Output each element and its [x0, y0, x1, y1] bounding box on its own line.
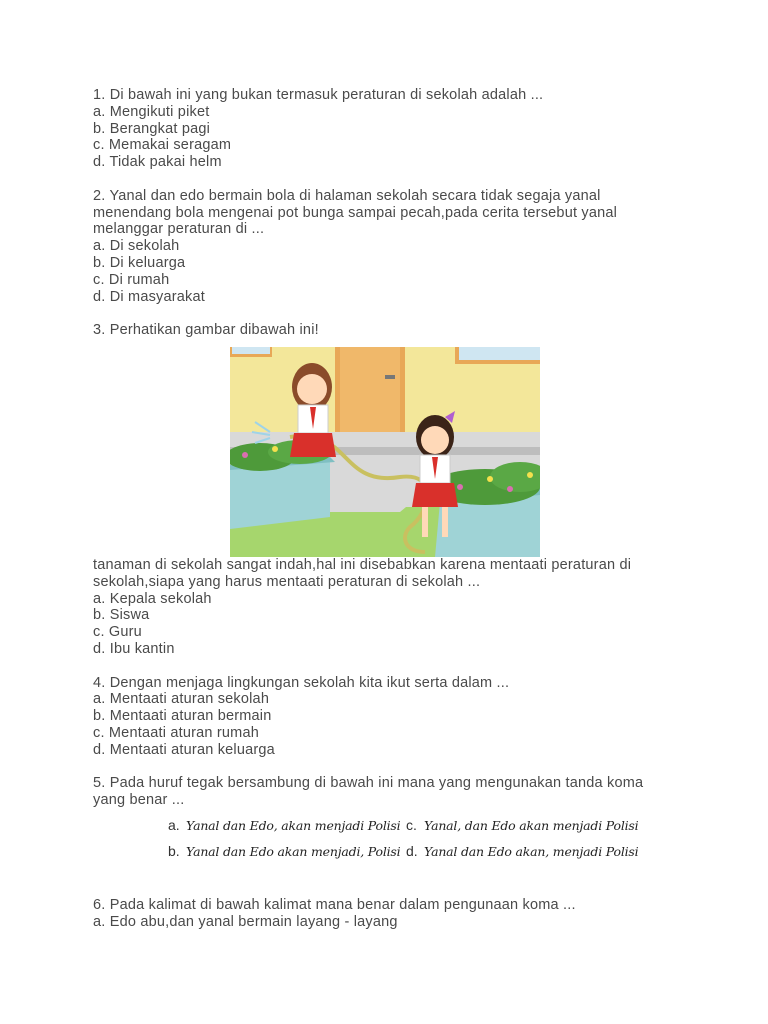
document — [93, 87, 683, 931]
q2-option-c: c. Di rumah — [93, 271, 170, 288]
q5-option-d-text: Yanal dan Edo akan, menjadi Polisi — [424, 843, 639, 859]
q3-option-a: a. Kepala sekolah — [93, 590, 212, 607]
q5-option-c — [406, 817, 638, 833]
question-2-line-1: 2. Yanal dan edo bermain bola di halaman sekolah secara tidak segaja yanal — [93, 187, 601, 204]
question-2-line-3: melanggar peraturan di ... — [93, 221, 265, 238]
q5-option-a — [168, 817, 400, 833]
question-1-text: 1. Di bawah ini yang bukan termasuk peraturan di sekolah adalah ... — [93, 87, 544, 103]
q4-option-c: c. Mentaati aturan rumah — [93, 724, 259, 741]
question-4-text: 4. Dengan menjaga lingkungan sekolah kita ikut serta dalam ... — [93, 674, 510, 691]
question-5-line-1: 5. Pada huruf tegak bersambung di bawah ini mana yang mengunakan tanda koma — [93, 775, 644, 792]
question-3-line-2: sekolah,siapa yang harus mentaati peraturan di sekolah ... — [93, 573, 481, 590]
q1-option-a: a. Mengikuti piket — [93, 103, 210, 120]
q1-option-b: b. Berangkat pagi — [93, 120, 211, 137]
q5-option-d-letter: d. — [406, 842, 418, 859]
question-3-line-1: tanaman di sekolah sangat indah,hal ini disebabkan karena mentaati peraturan di — [93, 556, 632, 573]
q3-option-b: b. Siswa — [93, 607, 150, 624]
q1-option-c: c. Memakai seragam — [93, 137, 232, 154]
question-5-line-2: yang benar ... — [93, 792, 185, 809]
cursive-options — [93, 811, 683, 869]
q3-option-c: c. Guru — [93, 624, 142, 641]
q6-option-a: a. Edo abu,dan yanal bermain layang - layang — [93, 913, 398, 930]
q4-option-b: b. Mentaati aturan bermain — [93, 708, 272, 725]
q1-option-d: d. Tidak pakai helm — [93, 154, 222, 171]
q4-option-d: d. Mentaati aturan keluarga — [93, 741, 275, 758]
q2-option-d: d. Di masyarakat — [93, 288, 205, 305]
q5-option-d — [406, 843, 638, 859]
girls-watering-plants-image — [230, 347, 540, 557]
q5-option-a-text: Yanal dan Edo, akan menjadi Polisi — [186, 817, 401, 833]
q5-option-c-letter: c. — [406, 816, 417, 833]
q2-option-a: a. Di sekolah — [93, 238, 180, 255]
question-6-text: 6. Pada kalimat di bawah kalimat mana benar dalam pengunaan koma ... — [93, 896, 576, 913]
q5-option-b-text: Yanal dan Edo akan menjadi, Polisi — [186, 843, 401, 859]
q5-option-b — [168, 843, 400, 859]
q5-option-a-letter: a. — [168, 816, 180, 833]
school-garden-illustration — [230, 347, 540, 557]
q4-option-a: a. Mentaati aturan sekolah — [93, 691, 270, 708]
q2-option-b: b. Di keluarga — [93, 254, 186, 271]
q3-option-d: d. Ibu kantin — [93, 640, 175, 657]
q5-option-b-letter: b. — [168, 842, 180, 859]
question-2-line-2: menendang bola mengenai pot bunga sampai pecah,pada cerita tersebut yanal — [93, 204, 618, 221]
question-3-text: 3. Perhatikan gambar dibawah ini! — [93, 322, 319, 339]
q5-option-c-text: Yanal, dan Edo akan menjadi Polisi — [424, 817, 639, 833]
